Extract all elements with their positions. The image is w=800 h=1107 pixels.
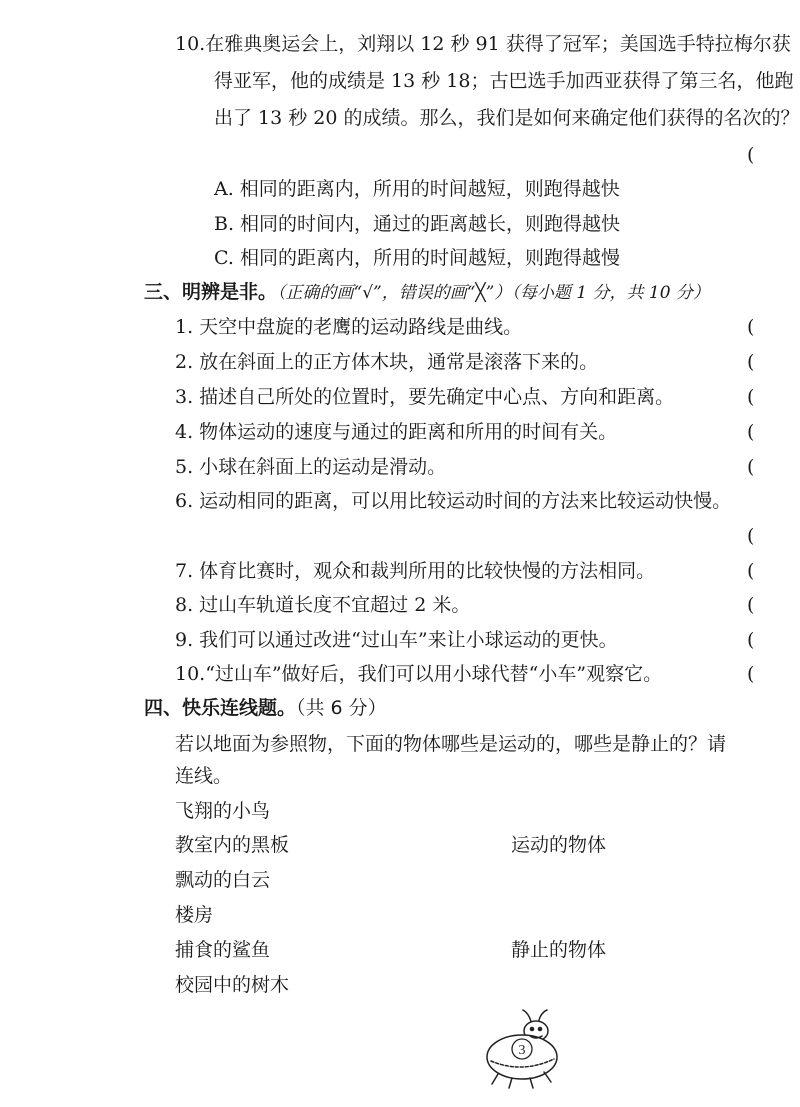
- true-false-item-7: 7. 体育比赛时，观众和裁判所用的比较快慢的方法相同。: [175, 560, 656, 582]
- answer-paren-5: (: [747, 456, 755, 478]
- true-false-item-6: 6. 运动相同的距离，可以用比较运动时间的方法来比较运动快慢。: [175, 490, 732, 512]
- page-number: 3: [518, 1043, 526, 1058]
- section-4-heading: [144, 696, 387, 720]
- section-4-title: 四、快乐连线题。: [144, 697, 297, 719]
- match-left-item-3: 飘动的白云: [175, 869, 271, 891]
- q10-option-b: B. 相同的时间内，通过的距离越长，则跑得越快: [214, 213, 621, 235]
- match-left-item-2: 教室内的黑板: [175, 834, 290, 856]
- answer-paren-7: (: [747, 560, 755, 582]
- true-false-item-5: 5. 小球在斜面上的运动是滑动。: [175, 456, 447, 478]
- answer-paren-10: (: [747, 663, 755, 685]
- q10-line-3: 出了 13 秒 20 的成绩。那么，我们是如何来确定他们获得的名次的？: [214, 107, 800, 129]
- match-left-item-4: 楼房: [175, 904, 214, 926]
- true-false-item-9: 9. 我们可以通过改进“过山车”来让小球运动的更快。: [175, 629, 618, 651]
- answer-paren-9: (: [747, 629, 755, 651]
- true-false-item-4: 4. 物体运动的速度与通过的距离和所用的时间有关。: [175, 421, 618, 443]
- section-3-title: 三、明辨是非。: [144, 281, 278, 303]
- section-4-instruction-1: 若以地面为参照物，下面的物体哪些是运动的，哪些是静止的？请: [175, 733, 727, 755]
- true-false-item-8: 8. 过山车轨道长度不宜超过 2 米。: [175, 594, 471, 616]
- answer-paren-8: (: [747, 594, 755, 616]
- page-number-ladybug: [478, 1004, 568, 1090]
- section-4-note: （共 6 分）: [296, 697, 387, 719]
- true-false-item-1: 1. 天空中盘旋的老鹰的运动路线是曲线。: [175, 316, 523, 338]
- match-right-item-moving: 运动的物体: [511, 834, 607, 856]
- answer-paren-1: (: [747, 316, 755, 338]
- q10-option-a: A. 相同的距离内，所用的时间越短，则跑得越快: [214, 178, 620, 200]
- section-4-instruction-2: 连线。: [175, 765, 233, 787]
- match-left-item-5: 捕食的鲨鱼: [175, 939, 271, 961]
- q10-line-2: 得亚军，他的成绩是 13 秒 18；古巴选手加西亚获得了第三名，他跑: [214, 70, 794, 92]
- q10-option-c: C. 相同的距离内，所用的时间越短，则跑得越慢: [214, 247, 620, 269]
- answer-paren-6: (: [747, 525, 755, 547]
- answer-paren-4: (: [747, 421, 755, 443]
- q10-line-1: 10.在雅典奥运会上，刘翔以 12 秒 91 获得了冠军；美国选手特拉梅尔获: [175, 33, 791, 55]
- answer-paren-2: (: [747, 351, 755, 373]
- true-false-item-3: 3. 描述自己所处的位置时，要先确定中心点、方向和距离。: [175, 386, 675, 408]
- match-left-item-1: 飞翔的小鸟: [175, 800, 271, 822]
- section-3-heading: [144, 280, 710, 305]
- match-left-item-6: 校园中的树木: [175, 974, 290, 996]
- true-false-item-10: 10.“过山车”做好后，我们可以用小球代替“小车”观察它。: [175, 663, 663, 685]
- match-right-item-stationary: 静止的物体: [511, 939, 607, 961]
- section-3-note: （正确的画“√”，错误的画“╳”）（每小题 1 分，共 10 分）: [277, 283, 710, 303]
- answer-paren-3: (: [747, 386, 755, 408]
- true-false-item-2: 2. 放在斜面上的正方体木块，通常是滚落下来的。: [175, 351, 599, 373]
- q10-answer-paren: (: [747, 144, 755, 166]
